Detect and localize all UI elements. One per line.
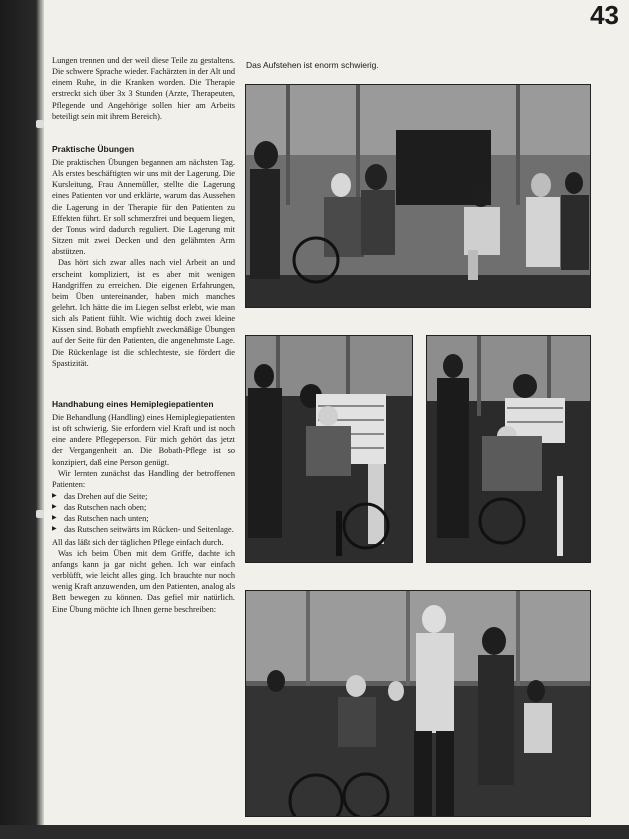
section-heading-handling: Handhabung eines Hemiplegiepatienten (52, 398, 214, 409)
photo-icon (427, 336, 590, 562)
section2-paragraph: Die Behandlung (Handling) eines Hemiplegiepatienten ist oft schwierig. Sie erfordern viel Kraft und ist noch eine andere Pflegeperson. Für mich gehört das jetzt der Vergangenheit an. Die Bobath-Pflege ist so konzipiert, daß eine Person genügt. (52, 412, 235, 467)
section1-paragraph: Die praktischen Übungen begannen am nächsten Tag. Als erstes beschäftigten wir uns mit der Lagerung. Die Kursleitung, Frau Annemüller, stellte die Lagerung eines Patienten vor und erklärte, warum das Aussehen die Lagerung in der Therapie für den Patienten zu Effekten führt. Er soll schmerzfrei und bequem liegen, der Tonus wird dadurch reguliert. Die Lagerung mit Sitzen mit zwei Decken und den gelähmten Arm abstützen. (52, 157, 235, 257)
list-item: ▶ das Rutschen seitwärts im Rücken- und Seitenlage. (52, 524, 235, 535)
photo-caption: Das Aufstehen ist enorm schwierig. (246, 60, 379, 70)
page-number: 43 (590, 0, 619, 30)
bottom-edge-shadow (0, 825, 629, 839)
photo-group-at-blackboard (245, 84, 591, 308)
list-item: ▶ das Drehen auf die Seite; (52, 491, 235, 502)
section2-closing-paragraph: Was ich beim Üben mit dem Griffe, dachte ich anfangs kann ja gar nicht gehen. Ich war einfach verblüfft, wie leicht alles ging. Ich brauchte nur noch wenig Kraft anzuwenden, um den Patienten, analog als Bett bewegen zu können. Das gefiel mir natürlich. Eine Übung möchte ich Ihnen gerne beschreiben: (52, 548, 235, 614)
section-heading-practical: Praktische Übungen (52, 143, 135, 154)
section2-closing-paragraph: All das läßt sich der täglichen Pflege einfach durch. (52, 537, 224, 547)
handling-bullet-list (52, 491, 235, 536)
list-item: ▶ das Rutschen nach unten; (52, 513, 235, 524)
photo-icon (246, 591, 590, 816)
photo-icon (246, 336, 412, 562)
photo-icon (246, 85, 590, 307)
intro-paragraph: Lungen trennen und der weil diese Teile zu gestaltens. Die schwere Sprache wieder. Fachärzten in der Alt und einem Ruhe, in die Kranken worden. Die Therapie erstreckt sich über 3x 3 Stunden (Arzte, Therapeuten, Pflegende und Angehörige sollen hier am Arbeits beteiligt sein mit ihrem Bereich). (52, 56, 235, 121)
binding-mark (36, 120, 44, 128)
book-binding-shadow (0, 0, 44, 839)
section2-paragraph: Wir lernten zunächst das Handling der betroffenen Patienten: (52, 468, 235, 489)
photo-transfer-wheelchair-left (245, 335, 413, 563)
left-text-column (52, 55, 235, 615)
photo-man-standing-audience (245, 590, 591, 817)
section1-paragraph: Das hört sich zwar alles nach viel Arbeit an und erscheint kompliziert, ist es aber mit wenigen Handgriffen zu erreichen. Die eigenen Erfahrungen, beim Üben untereinander, haben mich manches gelehrt. Ich hätte die im Liegen selbst erlebt, wie man sich als Patient fühlt. Wie wichtig doch zwei kleine Kissen sind. Bobath empfiehlt zweckmäßige Übungen auf der Seite für den Patienten, die angenehmste Lage. Die Rückenlage ist die schlechteste, sie fördert die Spastizität. (52, 258, 235, 368)
photo-transfer-wheelchair-right (426, 335, 591, 563)
binding-mark (36, 510, 44, 518)
list-item: ▶ das Rutschen nach oben; (52, 502, 235, 513)
